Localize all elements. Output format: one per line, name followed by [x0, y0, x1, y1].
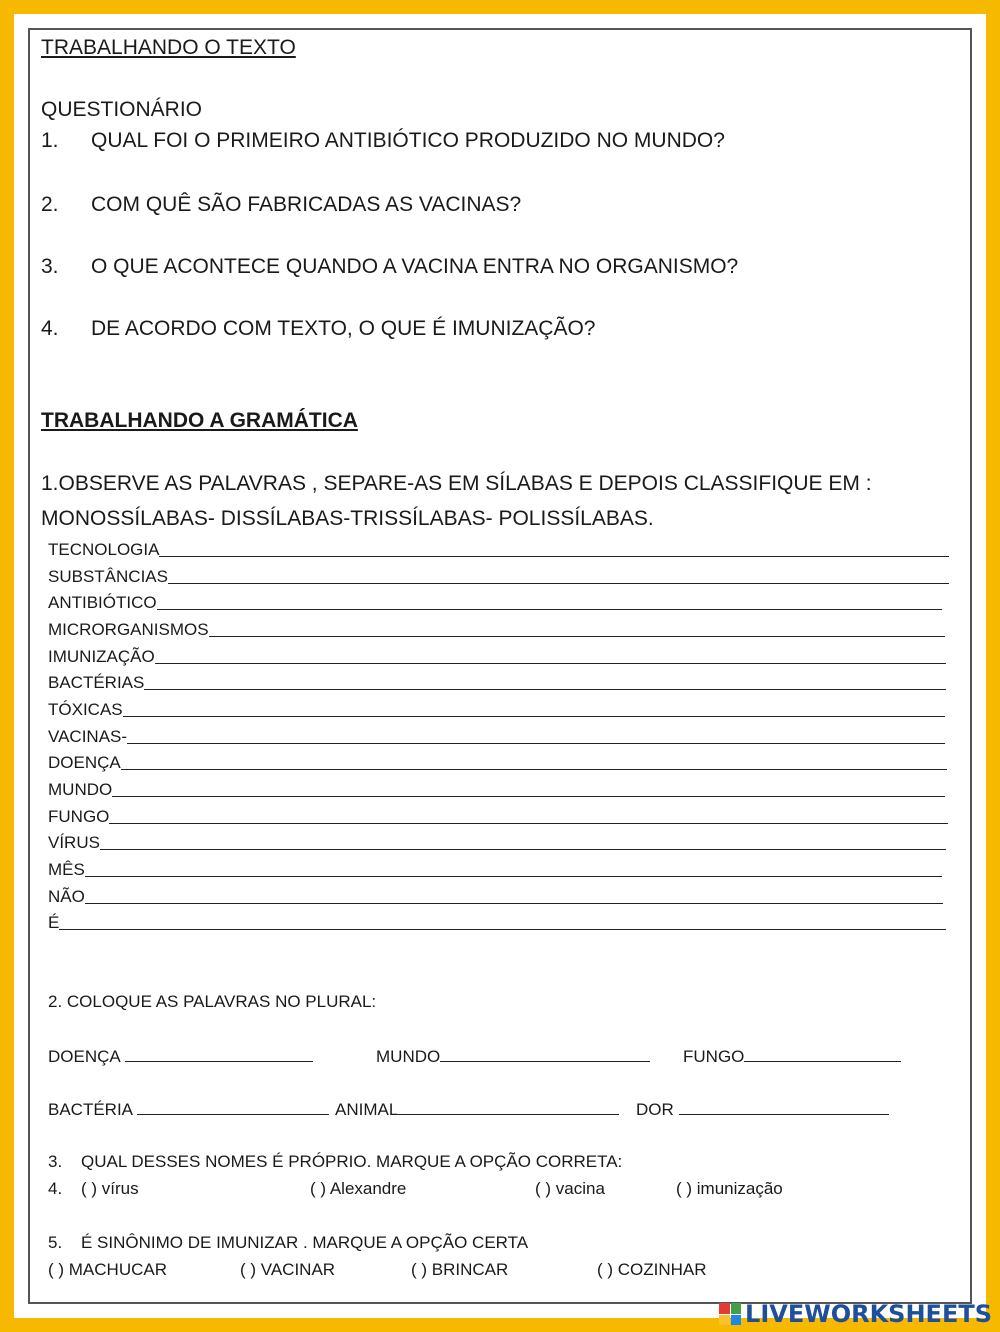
option-brincar[interactable]: ( ) BRINCAR — [411, 1260, 509, 1279]
plural-label: MUNDO — [376, 1047, 441, 1066]
answer-line[interactable] — [209, 636, 945, 637]
option-alexandre[interactable]: ( ) Alexandre — [310, 1179, 407, 1198]
answer-line[interactable] — [398, 1098, 619, 1115]
syllable-row[interactable] — [48, 698, 945, 720]
question-3-number: 3. — [41, 255, 59, 278]
answer-line[interactable] — [125, 1045, 313, 1062]
question-1-text: QUAL FOI O PRIMEIRO ANTIBIÓTICO PRODUZIDO NO MUNDO? — [91, 129, 725, 152]
syllable-row[interactable] — [48, 725, 945, 747]
answer-line[interactable] — [137, 1098, 329, 1115]
plural-title: 2. COLOQUE AS PALAVRAS NO PLURAL: — [48, 992, 377, 1011]
syllable-row[interactable] — [48, 565, 949, 587]
plural-label: DOR — [636, 1100, 679, 1119]
word-label: MICRORGANISMOS — [48, 620, 209, 639]
answer-line[interactable] — [123, 716, 945, 717]
answer-line[interactable] — [744, 1045, 901, 1062]
word-label: ANTIBIÓTICO — [48, 593, 157, 612]
syllable-row[interactable] — [48, 618, 945, 640]
grammar-instruction-line2: MONOSSÍLABAS- DISSÍLABAS-TRISSÍLABAS- POLISSÍLABAS. — [41, 507, 654, 530]
answer-line[interactable] — [159, 556, 949, 557]
plural-word-bacteria — [48, 1098, 329, 1120]
answer-line[interactable] — [155, 663, 946, 664]
word-label: DOENÇA — [48, 753, 121, 772]
syllable-row[interactable] — [48, 751, 947, 773]
plural-word-fungo — [683, 1045, 901, 1067]
option-imunizacao[interactable]: ( ) imunização — [676, 1179, 783, 1198]
question-3-text: O QUE ACONTECE QUANDO A VACINA ENTRA NO ORGANISMO? — [91, 255, 739, 278]
answer-line[interactable] — [100, 849, 946, 850]
plural-word-doenca — [48, 1045, 313, 1067]
word-label: MÊS — [48, 860, 85, 879]
plural-word-animal — [335, 1098, 619, 1120]
answer-line[interactable] — [85, 876, 942, 877]
syllable-row[interactable] — [48, 671, 946, 693]
syllable-row[interactable] — [48, 538, 949, 560]
plural-label: ANIMAL — [335, 1100, 399, 1119]
syllable-row[interactable] — [48, 591, 942, 613]
question-5-number: 5. — [48, 1233, 63, 1252]
answer-line[interactable] — [440, 1045, 650, 1062]
syllable-row[interactable] — [48, 778, 945, 800]
grammar-title: TRABALHANDO A GRAMÁTICA — [41, 409, 358, 432]
answer-line[interactable] — [85, 903, 943, 904]
logo-text: LIVEWORKSHEETS — [745, 1300, 992, 1328]
question-3b-number: 3. — [48, 1152, 63, 1171]
question-2-number: 2. — [41, 193, 59, 216]
option-cozinhar[interactable]: ( ) COZINHAR — [597, 1260, 707, 1279]
word-label: SUBSTÂNCIAS — [48, 567, 168, 586]
word-label: TÓXICAS — [48, 700, 123, 719]
syllable-row[interactable] — [48, 831, 946, 853]
answer-line[interactable] — [109, 823, 948, 824]
option-vacina[interactable]: ( ) vacina — [535, 1179, 605, 1198]
word-label: IMUNIZAÇÃO — [48, 647, 155, 666]
questionnaire-subtitle: QUESTIONÁRIO — [41, 98, 203, 121]
answer-line[interactable] — [679, 1098, 889, 1115]
answer-line[interactable] — [157, 609, 942, 610]
question-2-text: COM QUÊ SÃO FABRICADAS AS VACINAS? — [91, 193, 522, 216]
answer-line[interactable] — [127, 743, 945, 744]
syllable-row[interactable] — [48, 911, 946, 933]
answer-line[interactable] — [112, 796, 945, 797]
plural-word-mundo — [376, 1045, 650, 1067]
option-vacinar[interactable]: ( ) VACINAR — [240, 1260, 336, 1279]
word-label: NÃO — [48, 887, 85, 906]
syllable-row[interactable] — [48, 645, 946, 667]
grammar-instruction-line1: 1.OBSERVE AS PALAVRAS , SEPARE-AS EM SÍLABAS E DEPOIS CLASSIFIQUE EM : — [41, 472, 872, 495]
question-1-number: 1. — [41, 129, 59, 152]
plural-label: DOENÇA — [48, 1047, 125, 1066]
word-label: VÍRUS — [48, 833, 100, 852]
question-4-number: 4. — [41, 317, 59, 340]
option-machucar[interactable]: ( ) MACHUCAR — [48, 1260, 167, 1279]
option-virus[interactable]: ( ) vírus — [81, 1179, 139, 1198]
answer-line[interactable] — [168, 583, 949, 584]
liveworksheets-logo — [719, 1300, 992, 1328]
plural-word-dor — [636, 1098, 889, 1120]
word-label: FUNGO — [48, 807, 110, 826]
plural-label: BACTÉRIA — [48, 1100, 137, 1119]
question-4-text: DE ACORDO COM TEXTO, O QUE É IMUNIZAÇÃO? — [91, 317, 596, 340]
answer-line[interactable] — [59, 929, 946, 930]
question-4b-number: 4. — [48, 1179, 63, 1198]
section-title-text: TRABALHANDO O TEXTO — [41, 36, 296, 59]
word-label: MUNDO — [48, 780, 113, 799]
word-label: É — [48, 913, 60, 932]
question-3b-text: QUAL DESSES NOMES É PRÓPRIO. MARQUE A OPÇÃO CORRETA: — [81, 1152, 623, 1171]
syllable-row[interactable] — [48, 885, 943, 907]
answer-line[interactable] — [144, 689, 946, 690]
question-5-text: É SINÔNIMO DE IMUNIZAR . MARQUE A OPÇÃO CERTA — [81, 1233, 529, 1252]
logo-mark-icon — [719, 1303, 741, 1325]
syllable-row[interactable] — [48, 858, 942, 880]
word-label: BACTÉRIAS — [48, 673, 145, 692]
answer-line[interactable] — [121, 769, 947, 770]
plural-label: FUNGO — [683, 1047, 745, 1066]
word-label: VACINAS- — [48, 727, 128, 746]
word-label: TECNOLOGIA — [48, 540, 160, 559]
syllable-row[interactable] — [48, 805, 948, 827]
